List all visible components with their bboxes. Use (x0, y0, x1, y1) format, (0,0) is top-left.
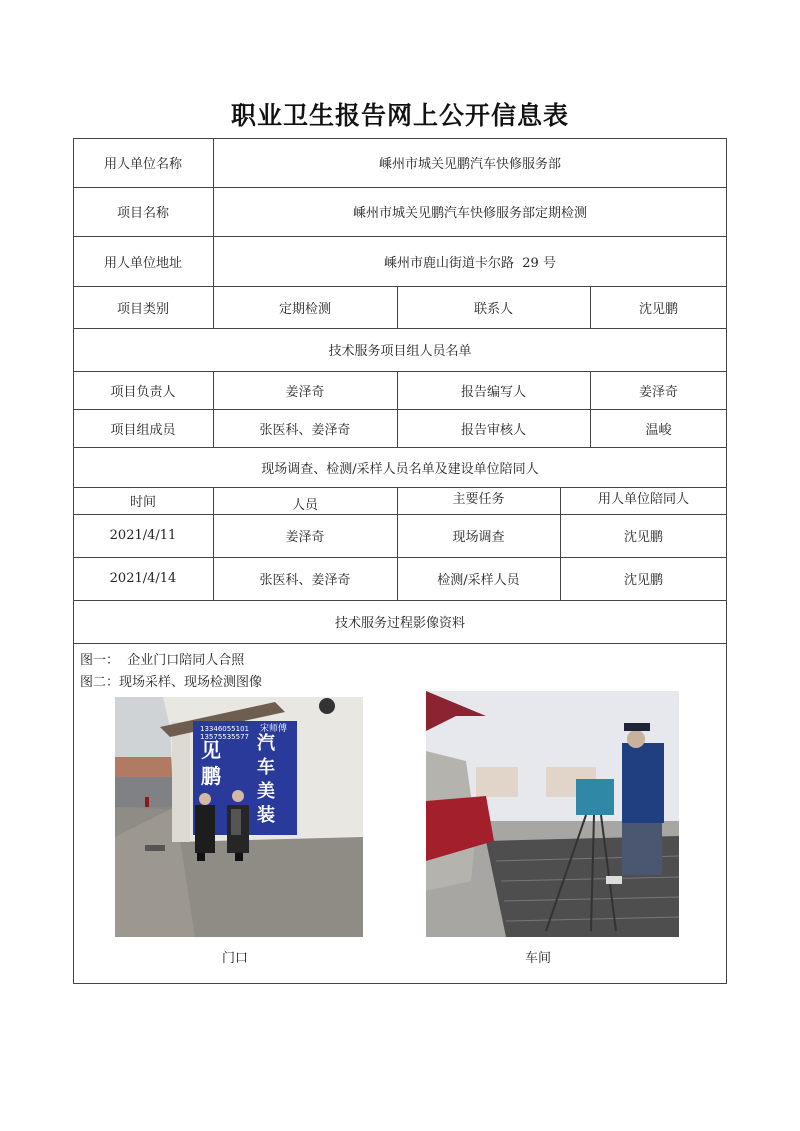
svg-text:车: 车 (257, 757, 275, 778)
svg-text:13346055101: 13346055101 (200, 725, 249, 733)
row1-time: 2021/4/11 (109, 528, 177, 543)
row2-companion: 沈见鹏 (623, 573, 663, 588)
header-time: 时间 (129, 495, 156, 510)
storefront-photo (115, 697, 363, 937)
team-section-title: 技术服务项目组人员名单 (328, 344, 472, 359)
svg-text:美: 美 (257, 781, 275, 802)
svg-text:汽: 汽 (257, 733, 275, 754)
svg-text:13575535577: 13575535577 (200, 733, 249, 741)
field-section-title: 现场调查、检测/采样人员名单及建设单位陪同人 (261, 461, 539, 477)
svg-text:装: 装 (257, 805, 275, 826)
employer-address-label: 用人单位地址 (103, 255, 182, 271)
leader-value: 姜泽奇 (285, 384, 325, 400)
photo-1-label: 门口 (222, 951, 249, 966)
reviewer-value: 温峻 (645, 422, 672, 438)
row1-task: 现场调查 (452, 530, 505, 545)
svg-text:见: 见 (201, 738, 221, 762)
images-section-title: 技术服务过程影像资料 (334, 616, 465, 631)
employer-name-value: 嵊州市城关见鹏汽车快修服务部 (378, 157, 561, 172)
project-name-value: 嵊州市城关见鹏汽车快修服务部定期检测 (352, 206, 587, 221)
header-task: 主要任务 (452, 492, 505, 507)
project-name-label: 项目名称 (116, 206, 169, 221)
contact-value: 沈见鹏 (638, 301, 678, 317)
employer-address-value: 嵊州市鹿山街道卡尔路 29 号 (384, 255, 556, 271)
members-value: 张医科、姜泽奇 (259, 422, 351, 438)
header-people: 人员 (291, 498, 318, 513)
contact-label: 联系人 (473, 301, 513, 317)
workshop-photo (426, 691, 679, 937)
project-type-label: 项目类别 (116, 301, 169, 317)
photo-2-label: 车间 (525, 951, 552, 966)
header-companion: 用人单位陪同人 (597, 492, 689, 507)
row2-task: 检测/采样人员 (437, 573, 520, 588)
caption-figure-1: 图一： 企业门口陪同人合照 (80, 653, 245, 668)
writer-label: 报告编写人 (460, 384, 526, 400)
caption-figure-2: 图二：现场采样、现场检测图像 (80, 675, 263, 690)
members-label: 项目组成员 (110, 422, 176, 438)
document-title: 职业卫生报告网上公开信息表 (230, 101, 569, 130)
svg-text:宋师傅: 宋师傅 (260, 724, 288, 734)
writer-value: 姜泽奇 (638, 384, 678, 400)
row2-time: 2021/4/14 (109, 571, 177, 586)
row1-people: 姜泽奇 (285, 530, 325, 545)
row1-companion: 沈见鹏 (623, 530, 663, 545)
row2-people: 张医科、姜泽奇 (259, 573, 351, 588)
project-type-value: 定期检测 (278, 301, 331, 317)
employer-name-label: 用人单位名称 (103, 157, 182, 172)
svg-text:鹏: 鹏 (201, 764, 221, 788)
row-divider (73, 643, 727, 644)
leader-label: 项目负责人 (110, 384, 176, 400)
reviewer-label: 报告审核人 (460, 422, 526, 438)
